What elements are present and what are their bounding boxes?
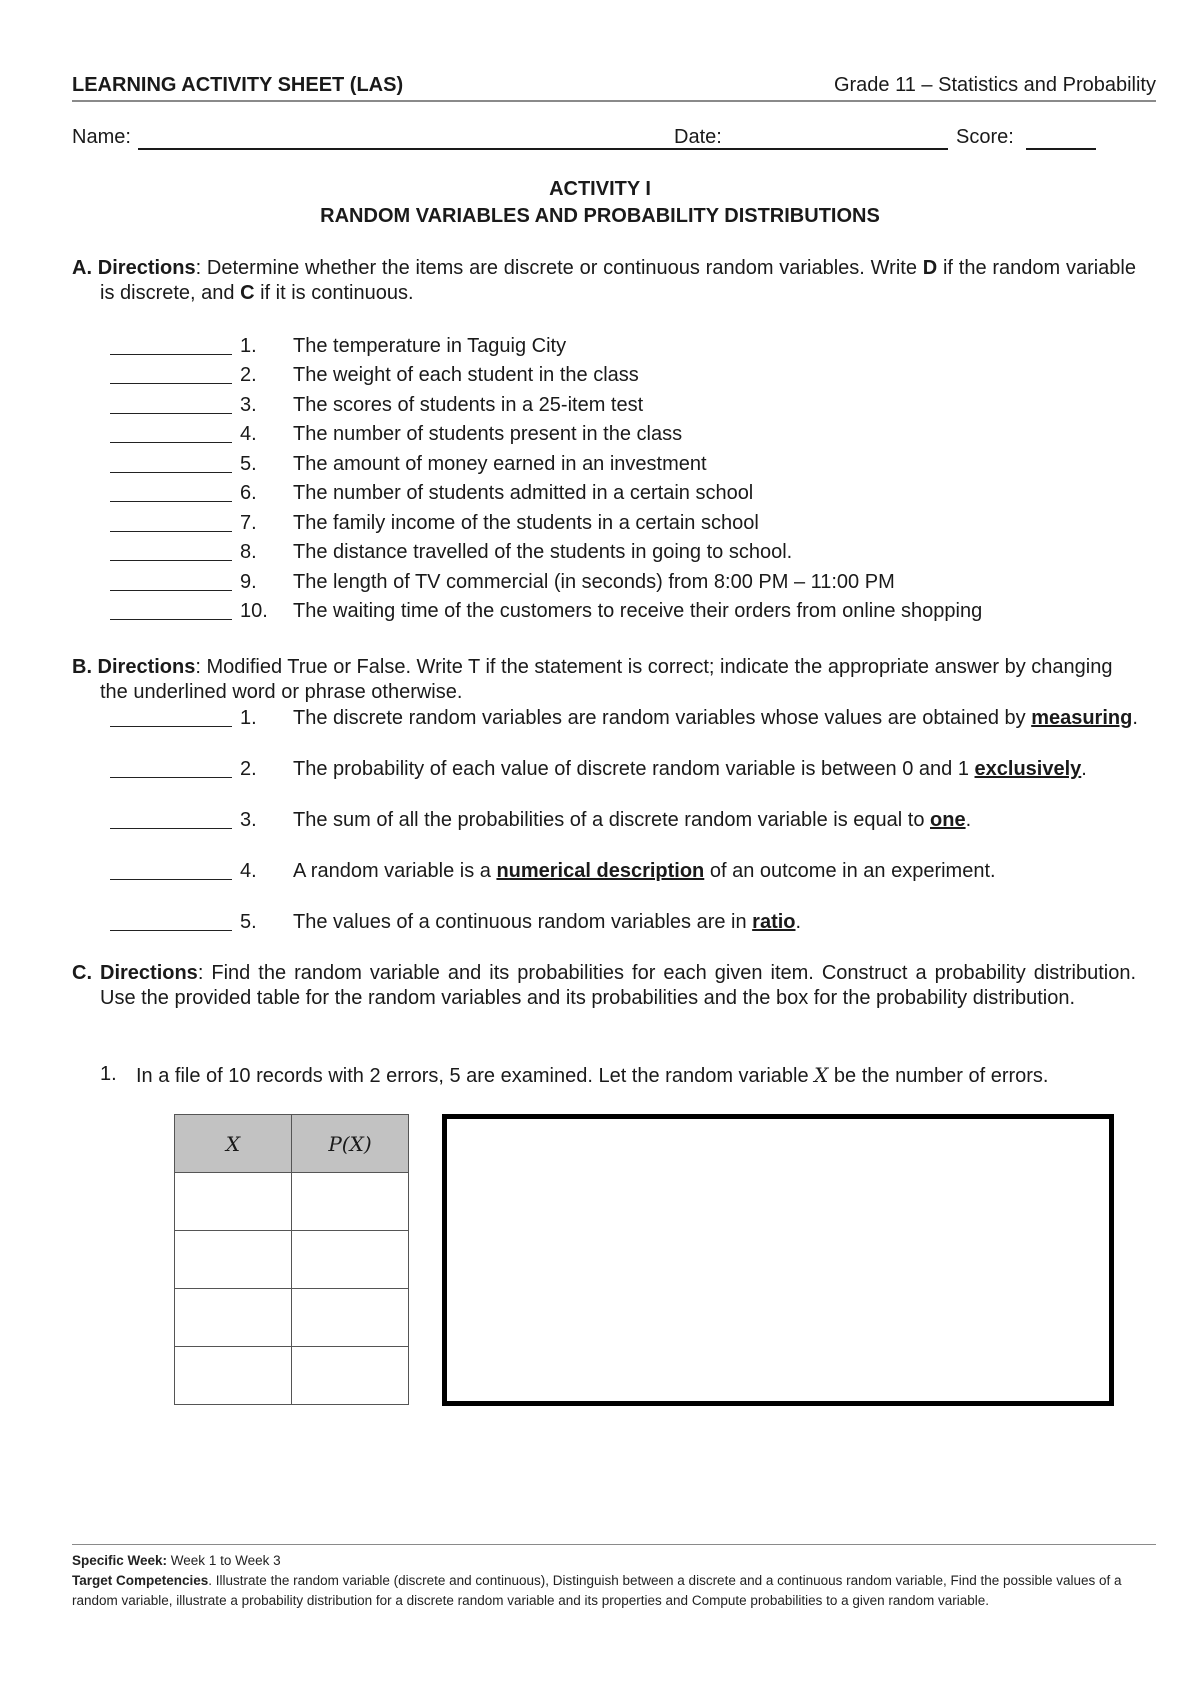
item-text-after: . xyxy=(795,911,802,933)
item-text-after: . xyxy=(965,809,972,831)
table-cell[interactable] xyxy=(292,1347,409,1405)
section-a-c: C xyxy=(240,282,255,304)
name-label: Name: xyxy=(72,126,131,148)
item-number: 8. xyxy=(240,541,257,563)
answer-blank[interactable] xyxy=(110,383,232,384)
item-text: The weight of each student in the class xyxy=(293,364,639,386)
answer-blank[interactable] xyxy=(110,619,232,620)
answer-blank[interactable] xyxy=(110,930,232,931)
table-row xyxy=(175,1231,409,1289)
item-text-before: The discrete random variables are random variables whose values are obtained by xyxy=(293,707,1032,729)
section-b-text: : Modified True or False. Write T if the statement is correct; indicate the appropriate answer by changing the underlined word or phrase otherwise. xyxy=(100,656,1113,703)
answer-blank[interactable] xyxy=(110,413,232,414)
item-text: The waiting time of the customers to receive their orders from online shopping xyxy=(293,600,983,622)
table-cell[interactable] xyxy=(175,1289,292,1347)
section-a-label: A. Directions xyxy=(72,257,196,279)
item-number: 7. xyxy=(240,512,257,534)
distribution-answer-box[interactable] xyxy=(442,1114,1114,1406)
section-a-directions xyxy=(72,256,1136,306)
section-c-label: C. Directions xyxy=(72,962,198,984)
header-px: P(X) xyxy=(292,1115,409,1173)
probability-table xyxy=(174,1114,409,1405)
score-label: Score: xyxy=(956,126,1014,148)
item-number: 4. xyxy=(240,423,257,445)
section-a-text: : Determine whether the items are discrete or continuous random variables. Write xyxy=(195,257,923,279)
variable-x: X xyxy=(814,1063,829,1087)
table-row xyxy=(175,1289,409,1347)
item-text-before: A random variable is a xyxy=(293,860,497,882)
item-text xyxy=(293,859,1140,884)
table-cell[interactable] xyxy=(175,1347,292,1405)
item-number: 5. xyxy=(240,911,257,933)
underlined-term: measuring xyxy=(1031,707,1133,729)
item-text-before: The probability of each value of discrete random variable is between 0 and 1 xyxy=(293,758,975,780)
item-text-after: . xyxy=(1132,707,1138,729)
section-c-text: : Find the random variable and its probabilities for each given item. Construct a probability distribution. Use the provided table for the random variables and its probabilities and the box for the probability distribution. xyxy=(100,962,1137,1009)
answer-blank[interactable] xyxy=(110,777,232,778)
answer-blank[interactable] xyxy=(110,726,232,727)
item-text-after: . xyxy=(1081,758,1087,780)
activity-title: ACTIVITY I xyxy=(549,178,651,200)
table-cell[interactable] xyxy=(175,1231,292,1289)
table-row xyxy=(175,1347,409,1405)
footer-divider xyxy=(72,1544,1156,1545)
answer-blank[interactable] xyxy=(110,442,232,443)
item-number: 1. xyxy=(240,707,257,729)
answer-blank[interactable] xyxy=(110,501,232,502)
section-b-directions xyxy=(72,655,1136,705)
item-text xyxy=(293,910,1140,935)
week-label: Specific Week: xyxy=(72,1553,168,1568)
item-text xyxy=(293,808,1140,833)
item-text xyxy=(293,706,1140,731)
table-cell[interactable] xyxy=(292,1173,409,1231)
date-field[interactable] xyxy=(734,148,948,150)
page-footer xyxy=(72,1551,1156,1611)
item-text xyxy=(293,757,1140,782)
table-cell[interactable] xyxy=(175,1173,292,1231)
section-c-directions xyxy=(72,961,1136,1011)
page-header xyxy=(72,72,1156,102)
table-cell[interactable] xyxy=(292,1289,409,1347)
table-row xyxy=(175,1173,409,1231)
item-text-after: be the number of errors. xyxy=(828,1065,1049,1087)
item-number: 1. xyxy=(100,1063,117,1085)
item-text-before: The sum of all the probabilities of a discrete random variable is equal to xyxy=(293,809,931,831)
table-cell[interactable] xyxy=(292,1231,409,1289)
sheet-title: LEARNING ACTIVITY SHEET (LAS) xyxy=(72,74,404,96)
item-text: The family income of the students in a certain school xyxy=(293,512,759,534)
item-text: The number of students admitted in a certain school xyxy=(293,482,754,504)
item-number: 1. xyxy=(240,335,257,357)
section-b-label: B. Directions xyxy=(72,656,196,678)
competencies-label: Target Competencies xyxy=(72,1573,209,1588)
underlined-term: exclusively xyxy=(974,758,1082,780)
item-text-before: The values of a continuous random variables are in xyxy=(293,911,753,933)
competencies-value: . Illustrate the random variable (discrete and continuous), Distinguish between a discrete and a continuous random variable, Find the possible values of a random variable, illustrate a probability distribution for a discrete random variable and its properties and Compute probabilities to a given random variable. xyxy=(72,1573,1122,1608)
item-text: The amount of money earned in an investment xyxy=(293,453,707,475)
item-text: The scores of students in a 25-item test xyxy=(293,394,644,416)
section-a-d: D xyxy=(922,257,938,279)
answer-blank[interactable] xyxy=(110,354,232,355)
item-text: The distance travelled of the students in going to school. xyxy=(293,541,793,563)
item-text: The length of TV commercial (in seconds) from 8:00 PM – 11:00 PM xyxy=(293,571,895,593)
underlined-term: numerical description xyxy=(496,860,705,882)
score-field[interactable] xyxy=(1026,148,1096,150)
answer-blank[interactable] xyxy=(110,590,232,591)
item-number: 2. xyxy=(240,364,257,386)
date-label: Date: xyxy=(674,126,722,148)
underlined-term: one xyxy=(930,809,966,831)
answer-blank[interactable] xyxy=(110,531,232,532)
header-x: X xyxy=(175,1115,292,1173)
item-number: 3. xyxy=(240,809,257,831)
underlined-term: ratio xyxy=(752,911,796,933)
item-number: 10. xyxy=(240,600,268,622)
item-number: 5. xyxy=(240,453,257,475)
section-a-end: if it is continuous. xyxy=(254,282,414,304)
student-info-row xyxy=(72,126,1156,156)
item-text xyxy=(136,1063,1048,1088)
item-number: 9. xyxy=(240,571,257,593)
week-value: Week 1 to Week 3 xyxy=(167,1553,281,1568)
item-text: The temperature in Taguig City xyxy=(293,335,567,357)
item-text: The number of students present in the class xyxy=(293,423,683,445)
answer-blank[interactable] xyxy=(110,828,232,829)
grade-subject: Grade 11 – Statistics and Probability xyxy=(833,74,1156,96)
section-a-mid: if the random variable is discrete, and xyxy=(100,257,1136,304)
answer-blank[interactable] xyxy=(110,560,232,561)
item-number: 2. xyxy=(240,758,257,780)
name-field[interactable] xyxy=(138,148,736,150)
item-number: 6. xyxy=(240,482,257,504)
answer-blank[interactable] xyxy=(110,472,232,473)
item-text-after: of an outcome in an experiment. xyxy=(704,860,996,882)
item-number: 4. xyxy=(240,860,257,882)
item-text-before: In a file of 10 records with 2 errors, 5 are examined. Let the random variable xyxy=(136,1065,815,1087)
item-number: 3. xyxy=(240,394,257,416)
answer-blank[interactable] xyxy=(110,879,232,880)
activity-subtitle: RANDOM VARIABLES AND PROBABILITY DISTRIBUTIONS xyxy=(320,205,880,227)
